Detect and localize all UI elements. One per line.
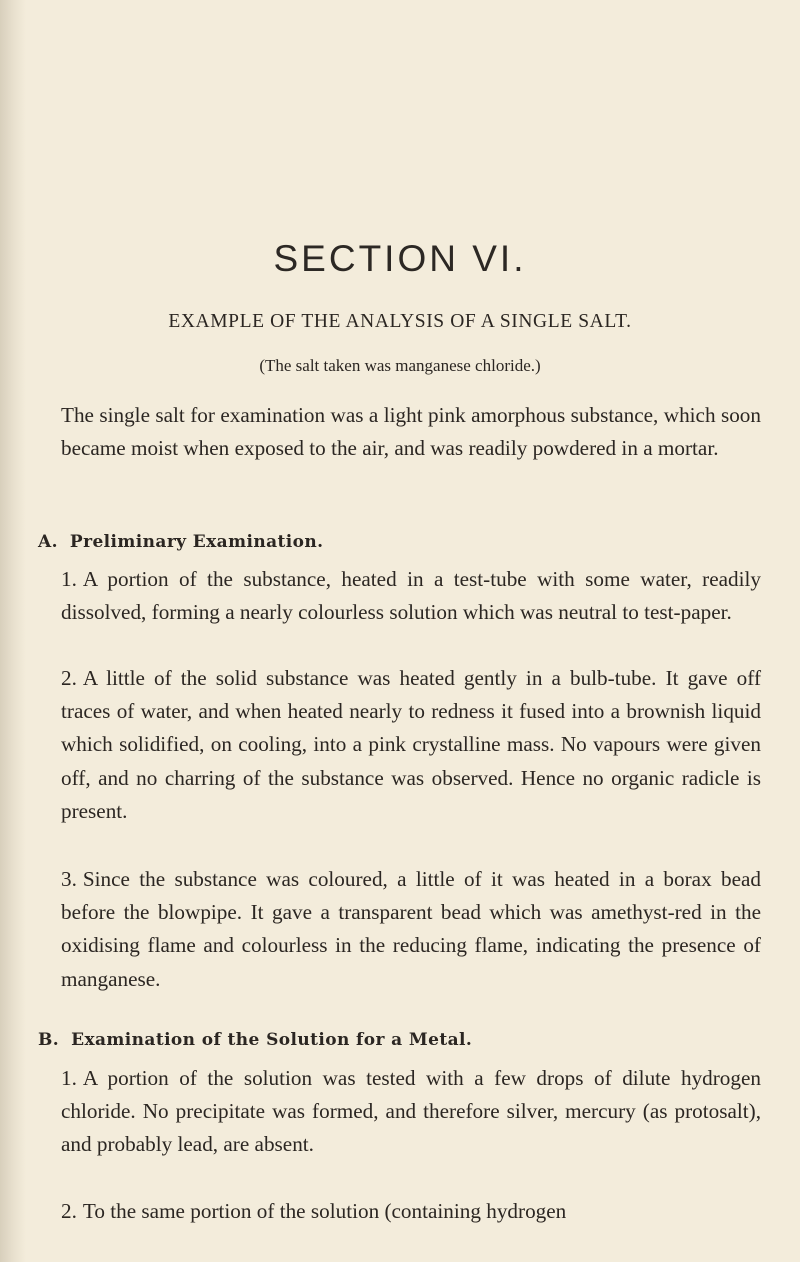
- section-heading: SECTION VI.: [273, 238, 527, 279]
- section-a-item-2: [61, 662, 761, 828]
- item-number: 1.: [61, 1066, 77, 1090]
- section-a-item-1: [61, 563, 761, 629]
- section-a-title: [38, 532, 323, 552]
- section-b-title: [38, 1030, 472, 1050]
- item-number: 1.: [61, 567, 77, 591]
- section-a-label: A.: [38, 532, 58, 552]
- section-b-heading: Examination of the Solution for a Metal.: [71, 1030, 473, 1050]
- item-number: 2.: [61, 1199, 77, 1223]
- section-a-item-3: [61, 863, 761, 996]
- item-text: A little of the solid substance was heated gently in a bulb-tube. It gave off traces of water, and when heated nearly to redness it fused into a brownish liquid which solidified, on cooling, into a pink crystalline mass. No vapours were given off, and no charring of the substance was observed. Hence no organic radicle is present.: [61, 666, 761, 823]
- section-b-item-2: [61, 1195, 761, 1228]
- item-number: 3.: [61, 867, 77, 891]
- item-text: Since the substance was coloured, a little of it was heated in a borax bead before the blowpipe. It gave a transparent bead which was amethyst-red in the oxidising flame and colourless in the reducing flame, indicating the presence of manganese.: [61, 867, 761, 991]
- section-a-heading: Preliminary Examination.: [69, 532, 324, 552]
- item-text: A portion of the solution was tested with a few drops of dilute hydrogen chloride. No precipitate was formed, and therefore silver, mercury (as protosalt), and probably lead, are absent.: [61, 1066, 761, 1157]
- page-gutter-shadow: [0, 0, 26, 1262]
- section-b-item-1: [61, 1062, 761, 1162]
- item-text: To the same portion of the solution (containing hydrogen: [82, 1199, 567, 1223]
- item-text: A portion of the substance, heated in a test-tube with some water, readily dissolved, forming a nearly colourless solution which was neutral to test-paper.: [61, 567, 761, 625]
- section-b-label: B.: [38, 1030, 60, 1050]
- intro-paragraph: The single salt for examination was a light pink amorphous substance, which soon became moist when exposed to the air, and was readily powdered in a mortar.: [61, 403, 761, 461]
- salt-note: (The salt taken was manganese chloride.): [259, 356, 541, 375]
- example-subheading: EXAMPLE OF THE ANALYSIS OF A SINGLE SALT.: [168, 311, 632, 332]
- item-number: 2.: [61, 666, 77, 690]
